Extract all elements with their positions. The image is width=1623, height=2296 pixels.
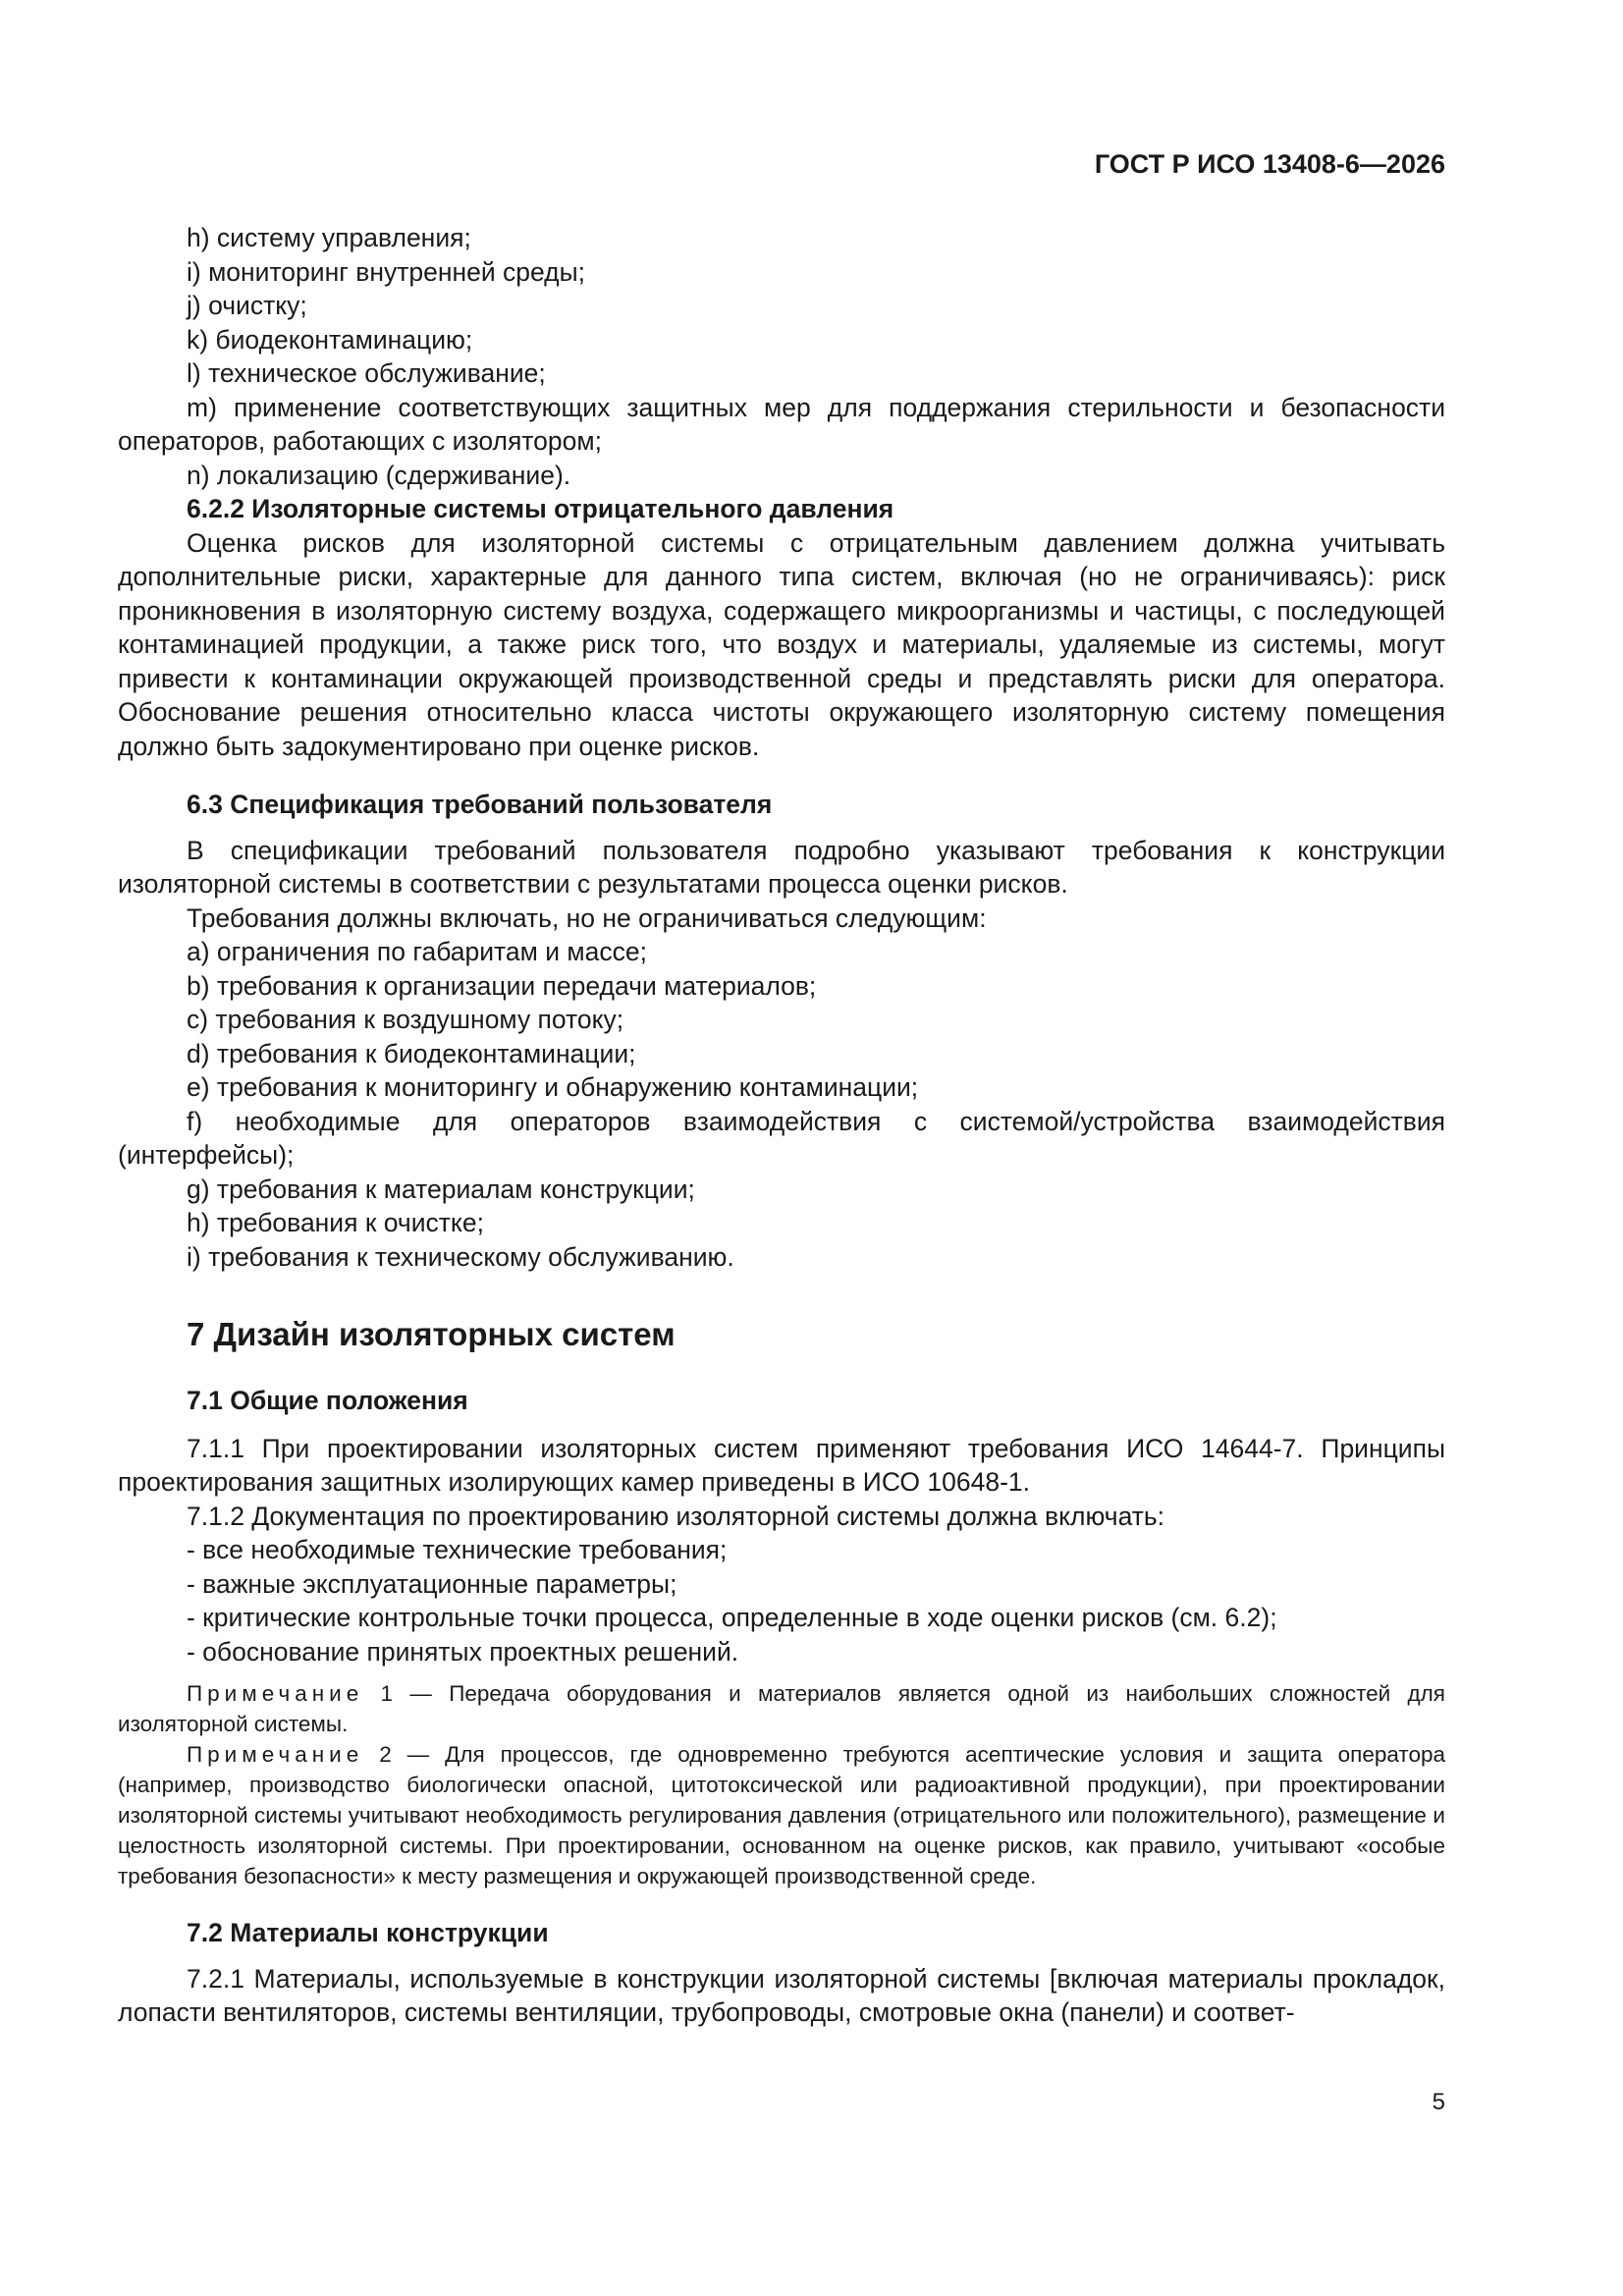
standard-header: ГОСТ Р ИСО 13408-6—2026 xyxy=(1094,149,1445,179)
note-label: Примечание xyxy=(187,1742,364,1767)
document-body xyxy=(118,221,1445,2030)
list-item: i) требования к техническому обслуживанию. xyxy=(187,1241,734,1272)
list-item: b) требования к организации передачи материалов; xyxy=(187,970,817,1001)
paragraph: 7.1.2 Документация по проектированию изоляторной системы должна включать: xyxy=(187,1501,1165,1531)
list-item: a) ограничения по габаритам и массе; xyxy=(187,937,647,966)
list-item: g) требования к материалам конструкции; xyxy=(187,1174,695,1204)
paragraph: В спецификации требований пользователя подробно указывают требования к конструкции изоляторной системы в соответствии с результатами процесса оценки рисков. xyxy=(118,835,1445,899)
note-text: 1 — Передача оборудования и материалов является одной из наибольших сложностей для изоляторной системы. xyxy=(118,1681,1445,1736)
list-item: l) техническое обслуживание; xyxy=(187,358,546,388)
list-item: j) очистку; xyxy=(187,291,307,320)
section-heading-6-3: 6.3 Спецификация требований пользователя xyxy=(187,790,773,819)
note-2 xyxy=(118,1739,1445,1891)
dash-item: - критические контрольные точки процесса, определенные в ходе оценки рисков (см. 6.2); xyxy=(187,1603,1277,1632)
note-label: Примечание xyxy=(187,1681,364,1706)
section-heading-7-1: 7.1 Общие положения xyxy=(187,1386,468,1415)
list-item: m) применение соответствующих защитных мер для поддержания стерильности и безопасности операторов, работающих с изолятором; xyxy=(118,392,1445,456)
list-item: i) мониторинг внутренней среды; xyxy=(187,256,586,287)
list-item: f) необходимые для операторов взаимодействия с системой/устройства взаимодействия (интерфейсы); xyxy=(118,1106,1445,1170)
paragraph: 7.1.1 При проектировании изоляторных систем применяют требования ИСО 14644-7. Принципы проектирования защитных изолирующих камер приведены в ИСО 10648-1. xyxy=(118,1433,1445,1497)
section-heading-7: 7 Дизайн изоляторных систем xyxy=(187,1316,676,1352)
list-item: e) требования к мониторингу и обнаружению контаминации; xyxy=(187,1072,919,1102)
dash-item: - обоснование принятых проектных решений. xyxy=(187,1636,739,1667)
paragraph: 7.2.1 Материалы, используемые в конструкции изоляторной системы [включая материалы прокладок, лопасти вентиляторов, системы вентиляции, трубопроводы, смотровые окна (панели) и соответ- xyxy=(118,1963,1445,2027)
note-1 xyxy=(118,1678,1445,1739)
list-item: n) локализацию (сдерживание). xyxy=(187,460,571,490)
dash-item: - все необходимые технические требования; xyxy=(187,1535,728,1564)
list-item: h) систему управления; xyxy=(187,223,471,252)
list-item: k) биодеконтаминацию; xyxy=(187,324,473,355)
section-heading-6-2-2: 6.2.2 Изоляторные системы отрицательного давления xyxy=(187,494,894,523)
section-heading-7-2: 7.2 Материалы конструкции xyxy=(187,1918,549,1947)
paragraph: Оценка рисков для изоляторной системы с отрицательным давлением должна учитывать дополнительные риски, характерные для данного типа систем, включая (но не ограничиваясь): риск проникновения в изоляторную систему воздуха, содержащего микроорганизмы и частицы, с последующей контаминацией продукции, а также риск того, что воздух и материалы, удаляемые из системы, могут привести к контаминации окружающей производственной среды и представлять риски для оператора. Обоснование решения относительно класса чистоты окружающего изоляторную систему помещения должно быть задокументировано при оценке рисков. xyxy=(118,527,1445,761)
list-item: c) требования к воздушному потоку; xyxy=(187,1005,624,1034)
list-item: d) требования к биодеконтаминации; xyxy=(187,1038,636,1068)
page-number: 5 xyxy=(1432,2089,1445,2115)
list-item: h) требования к очистке; xyxy=(187,1208,484,1237)
note-text: 2 — Для процессов, где одновременно требуются асептические условия и защита оператора (например, производство биологически опасной, цитотоксической или радиоактивной продукции), при проектировании изоляторной системы учитывают необходимость регулирования давления (отрицательного или положительного), размещение и целостность изоляторной системы. При проектировании, основанном на оценке рисков, как правило, учитывают «особые требования безопасности» к месту размещения и окружающей производственной среде. xyxy=(118,1742,1445,1888)
paragraph: Требования должны включать, но не ограничиваться следующим: xyxy=(187,902,987,933)
dash-item: - важные эксплуатационные параметры; xyxy=(187,1568,677,1599)
